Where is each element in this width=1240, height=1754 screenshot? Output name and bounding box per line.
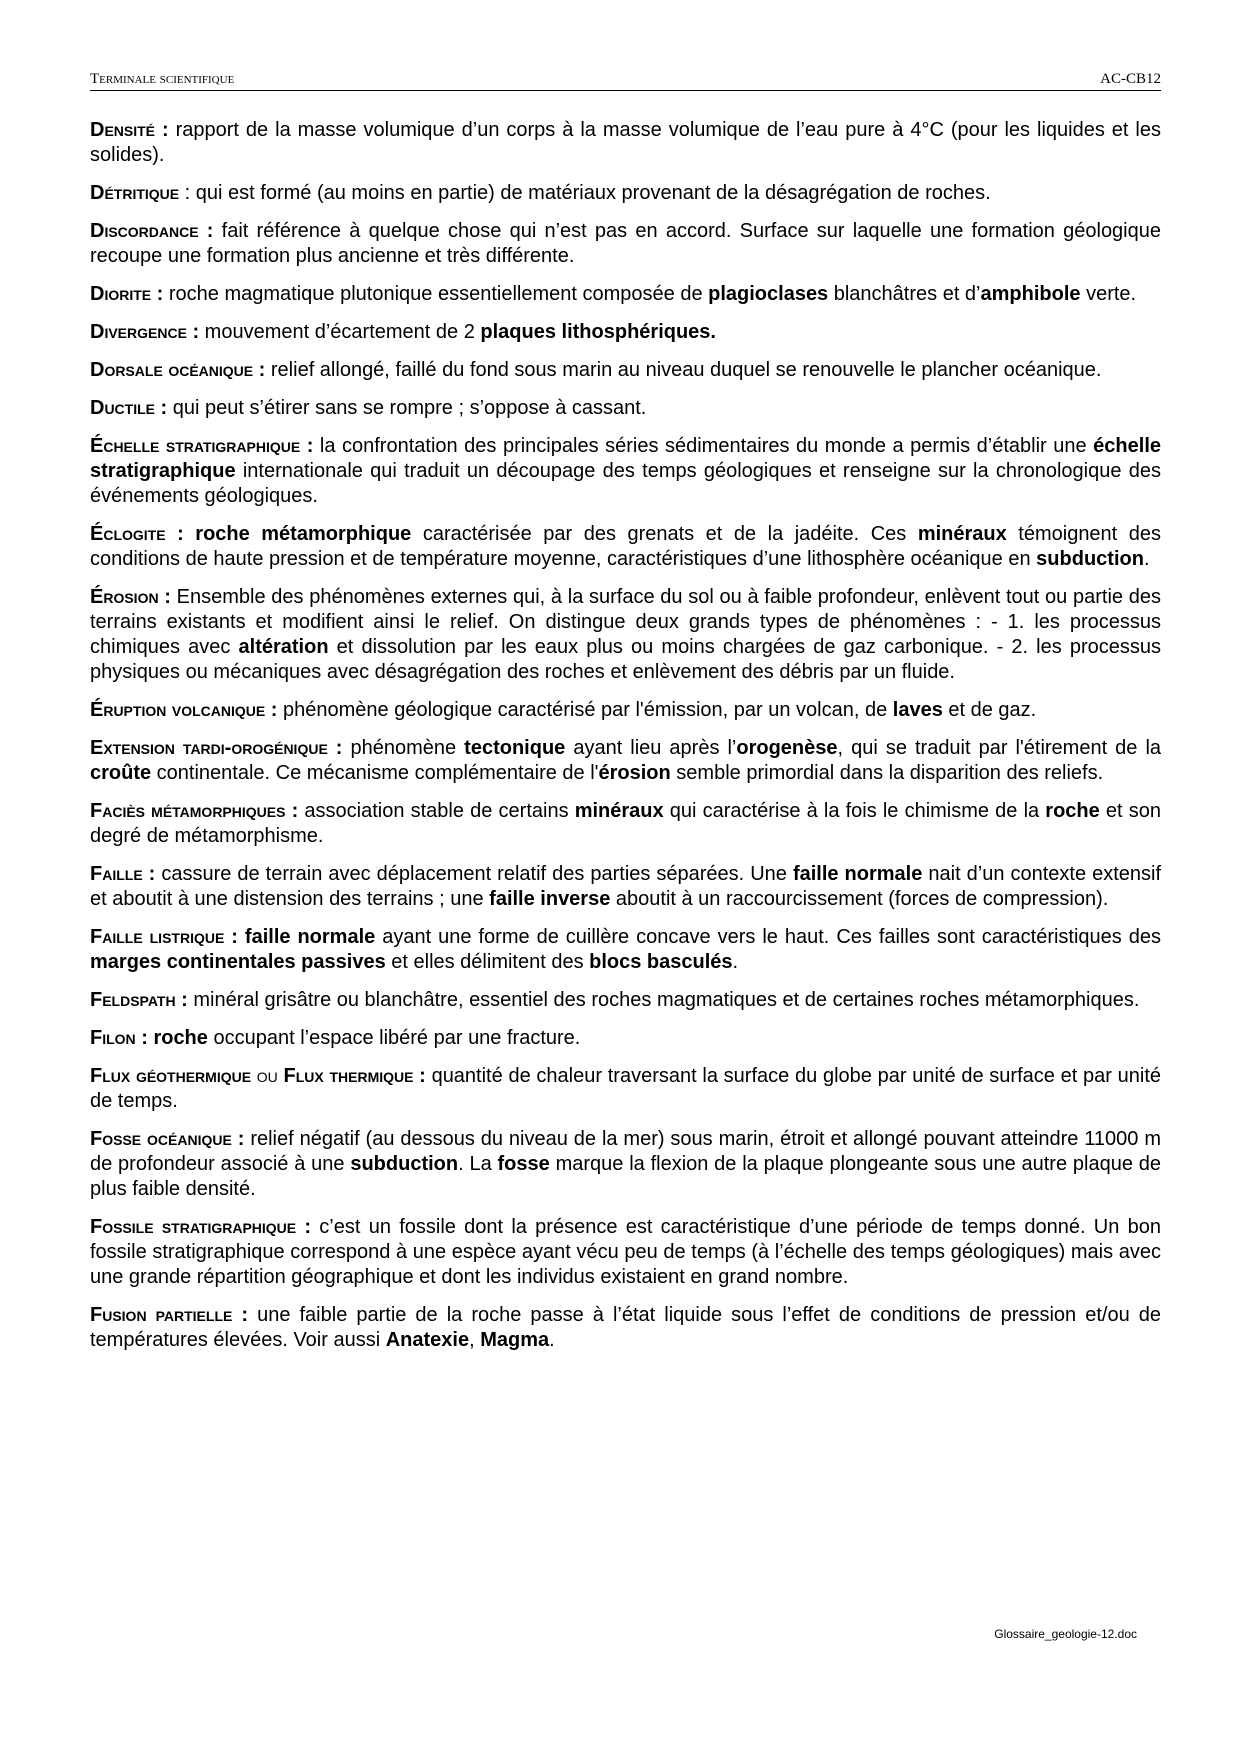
definition-text: , qui se traduit par l'étirement de la — [837, 737, 1162, 759]
definition-text: ayant une forme de cuillère concave vers le haut. Ces failles sont caractéristiques des — [375, 926, 1162, 948]
bold-keyword: minéraux — [917, 523, 1007, 545]
glossary-term: Dorsale océanique : — [90, 359, 266, 381]
bold-keyword: amphibole — [980, 283, 1081, 305]
glossary-entry — [90, 396, 1161, 421]
glossary-entry — [90, 862, 1161, 912]
definition-text: et de gaz. — [942, 699, 1037, 721]
glossary-term: Éruption volcanique : — [90, 699, 278, 721]
glossary-term: Fusion partielle : — [90, 1304, 249, 1326]
definition-text: cassure de terrain avec déplacement relatif des parties séparées. Une — [155, 863, 793, 885]
glossary-entry — [90, 1303, 1161, 1353]
glossary-term: Ductile : — [90, 397, 168, 419]
definition-text: phénomène — [342, 737, 465, 759]
bold-keyword: roche métamorphique — [195, 523, 412, 545]
definition-text: quantité de chaleur traversant la surface du globe par unité de surface et par unité de temps. — [90, 1065, 1162, 1112]
definition-text — [184, 523, 196, 545]
bold-keyword: érosion — [598, 762, 671, 784]
definition-text: . — [732, 951, 739, 973]
glossary-entry — [90, 118, 1161, 168]
glossary-term: Extension tardi-orogénique : — [90, 737, 343, 759]
definition-text: Ensemble des phénomènes externes qui, à la surface du sol ou à faible profondeur, enlèvent tout ou partie des terrains existants et modifient ainsi le relief. On distingue deux grands types de phénomènes : - 1. les processus chimiques avec — [90, 586, 1161, 658]
glossary-entry — [90, 925, 1161, 975]
definition-text: marque la flexion de la plaque plongeante sous une autre plaque de plus faible densité. — [90, 1153, 1161, 1200]
bold-keyword: subduction — [1036, 548, 1144, 570]
glossary-term: Flux géothermique — [90, 1065, 252, 1087]
glossary-entry — [90, 736, 1161, 786]
definition-text: relief allongé, faillé du fond sous marin au niveau duquel se renouvelle le plancher océanique. — [265, 359, 1102, 381]
glossary-entry — [90, 698, 1161, 723]
definition-text: rapport de la masse volumique d’un corps à la masse volumique de l’eau pure à 4°C (pour les liquides et les solides). — [90, 119, 1161, 166]
glossary-entry — [90, 799, 1161, 849]
glossary-entry — [90, 522, 1161, 572]
bold-keyword: fosse — [497, 1153, 550, 1175]
glossary-term: Discordance : — [90, 220, 214, 242]
glossary-entry — [90, 988, 1161, 1013]
bold-keyword: orogenèse — [736, 737, 838, 759]
definition-text: internationale qui traduit un découpage des temps géologiques et renseigne sur la chronologique des événements géologiques. — [90, 460, 1161, 507]
definition-text: qui caractérise à la fois le chimisme de la — [663, 800, 1046, 822]
glossary-entry — [90, 358, 1161, 383]
definition-text: occupant l’espace libéré par une fracture. — [207, 1027, 581, 1049]
glossary-entry — [90, 181, 1161, 206]
glossary-term: Détritique — [90, 182, 180, 204]
glossary-entry — [90, 320, 1161, 345]
glossary-term: Fossile stratigraphique : — [90, 1216, 312, 1238]
bold-keyword: minéraux — [574, 800, 664, 822]
definition-text — [238, 926, 245, 948]
glossary-term: Diorite : — [90, 283, 164, 305]
header-title: Terminale scientifique — [90, 71, 235, 87]
bold-keyword: échelle stratigraphique — [90, 435, 1161, 482]
glossary-entry — [90, 585, 1161, 685]
bold-keyword: laves — [892, 699, 943, 721]
glossary-term: Faciès métamorphiques : — [90, 800, 299, 822]
definition-text: nait d’un contexte extensif et aboutit à une distension des terrains ; une — [90, 863, 1162, 910]
definition-text: ou — [251, 1065, 284, 1087]
definition-text: qui peut s’étirer sans se rompre ; s’oppose à cassant. — [167, 397, 647, 419]
bold-keyword: faille normale — [244, 926, 376, 948]
bold-keyword: croûte — [90, 762, 152, 784]
definition-text: aboutit à un raccourcissement (forces de compression). — [610, 888, 1109, 910]
glossary-term: Érosion : — [90, 586, 171, 608]
glossary-content — [90, 118, 1161, 1366]
definition-text: et dissolution par les eaux plus ou moins chargées de gaz carbonique. - 2. les processus physiques ou mécaniques avec désagrégation des roches et enlèvement des débris par un fluide. — [90, 636, 1161, 683]
definition-text: caractérisée par des grenats et de la jadéite. Ces — [411, 523, 918, 545]
bold-keyword: roche — [153, 1027, 208, 1049]
glossary-entry — [90, 1215, 1161, 1290]
definition-text: continentale. Ce mécanisme complémentaire de l' — [151, 762, 599, 784]
bold-keyword: plaques lithosphériques. — [480, 321, 716, 343]
glossary-term: Filon : — [90, 1027, 148, 1049]
definition-text: fait référence à quelque chose qui n’est pas en accord. Surface sur laquelle une formation géologique recoupe une formation plus ancienne et très différente. — [90, 220, 1161, 267]
bold-keyword: roche — [1045, 800, 1100, 822]
definition-text: relief négatif (au dessous du niveau de la mer) sous marin, étroit et allongé pouvant atteindre 11000 m de profondeur associé à une — [90, 1128, 1161, 1175]
bold-keyword: Magma — [480, 1329, 550, 1351]
bold-keyword: faille normale — [792, 863, 923, 885]
header-code: AC-CB12 — [1100, 71, 1161, 87]
definition-text: : qui est formé (au moins en partie) de matériaux provenant de la désagrégation de roches. — [179, 182, 991, 204]
bold-keyword: plagioclases — [708, 283, 829, 305]
definition-text: une faible partie de la roche passe à l’état liquide sous l’effet de conditions de pression et/ou de températures élevées. Voir aussi — [90, 1304, 1161, 1351]
definition-text: témoignent des conditions de haute pression et de température moyenne, caractéristiques d’une lithosphère océanique en — [90, 523, 1162, 570]
glossary-entry — [90, 219, 1161, 269]
definition-text: roche magmatique plutonique essentiellement composée de — [163, 283, 709, 305]
definition-text: ayant lieu après l’ — [565, 737, 737, 759]
definition-text: semble primordial dans la disparition des reliefs. — [670, 762, 1104, 784]
glossary-entry — [90, 1026, 1161, 1051]
glossary-term: Divergence : — [90, 321, 200, 343]
glossary-term: Feldspath : — [90, 989, 188, 1011]
definition-text: c’est un fossile dont la présence est caractéristique d’une période de temps donné. Un bon fossile stratigraphique correspond à une espèce ayant vécu peu de temps (à l’échelle des temps géologiques) mais avec une grande répartition géographique et dont les individus existaient en grand nombre. — [90, 1216, 1161, 1288]
footer-filename: Glossaire_geologie-12.doc — [994, 1627, 1137, 1641]
definition-text: . — [1143, 548, 1150, 570]
bold-keyword: marges continentales passives — [90, 951, 386, 973]
definition-text: . La — [458, 1153, 498, 1175]
glossary-entry — [90, 282, 1161, 307]
glossary-term: Échelle stratigraphique : — [90, 435, 314, 457]
bold-keyword: blocs basculés — [589, 951, 733, 973]
glossary-term: Fosse océanique : — [90, 1128, 245, 1150]
bold-keyword: Flux thermique : — [283, 1065, 426, 1087]
bold-keyword: tectonique — [464, 737, 566, 759]
definition-text: et son degré de métamorphisme. — [90, 800, 1161, 847]
definition-text: mouvement d’écartement de 2 — [199, 321, 481, 343]
glossary-entry — [90, 1064, 1161, 1114]
definition-text: phénomène géologique caractérisé par l'émission, par un volcan, de — [277, 699, 893, 721]
definition-text: association stable de certains — [298, 800, 575, 822]
glossary-term: Faille listrique : — [90, 926, 238, 948]
page-header — [90, 68, 1161, 91]
glossary-term: Faille : — [90, 863, 156, 885]
definition-text: et elles délimitent des — [385, 951, 590, 973]
glossary-term: Densité : — [90, 119, 169, 141]
glossary-entry — [90, 434, 1161, 509]
definition-text: verte. — [1080, 283, 1137, 305]
bold-keyword: faille inverse — [489, 888, 611, 910]
glossary-term: Éclogite : — [90, 523, 184, 545]
definition-text: la confrontation des principales séries sédimentaires du monde a permis d’établir une — [313, 435, 1094, 457]
definition-text: minéral grisâtre ou blanchâtre, essentiel des roches magmatiques et de certaines roches métamorphiques. — [187, 989, 1140, 1011]
bold-keyword: Anatexie — [385, 1329, 470, 1351]
definition-text: . — [549, 1329, 555, 1351]
definition-text: blanchâtres et d’ — [828, 283, 981, 305]
bold-keyword: altération — [238, 636, 329, 658]
definition-text: , — [469, 1329, 481, 1351]
glossary-entry — [90, 1127, 1161, 1202]
bold-keyword: subduction — [350, 1153, 459, 1175]
